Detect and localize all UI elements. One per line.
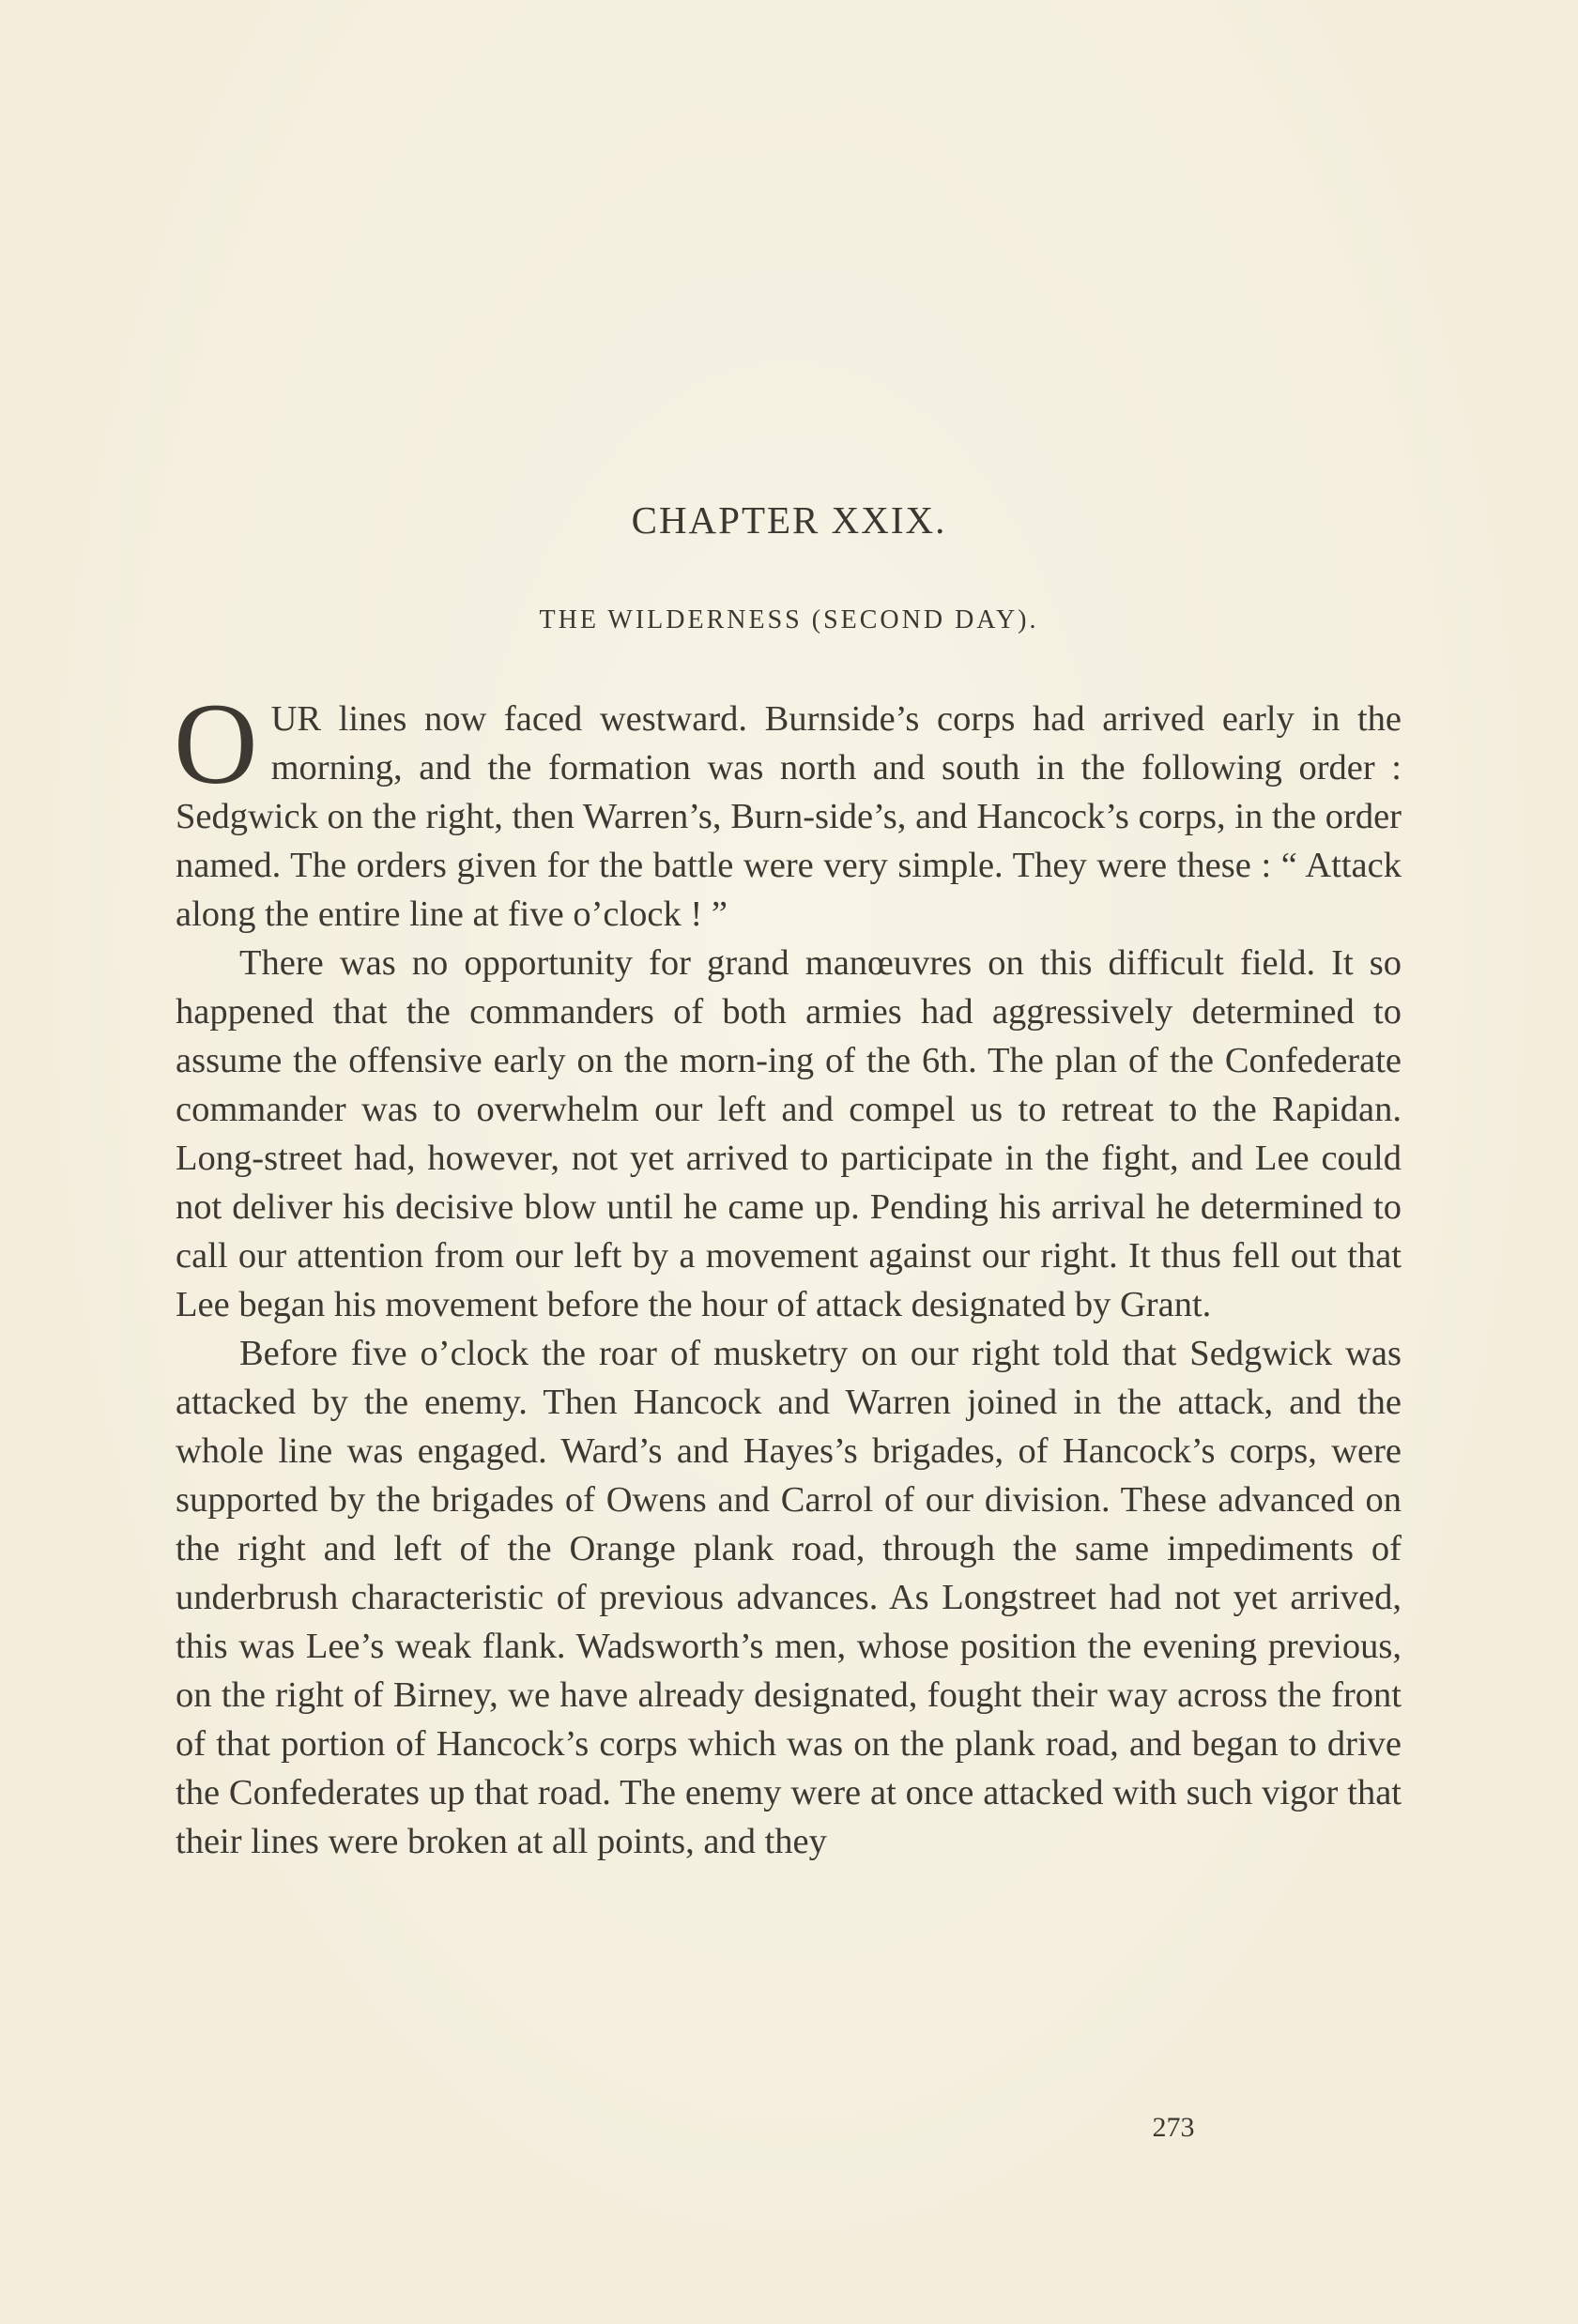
chapter-subtitle: THE WILDERNESS (SECOND DAY). xyxy=(539,605,1039,635)
body-text xyxy=(174,680,1402,1866)
drop-cap: O xyxy=(174,680,258,808)
chapter-heading: CHAPTER XXIX. xyxy=(631,498,947,542)
paragraph-2: There was no opportunity for grand manœuvres on this difficult field. It so happened that the commanders of both armies had aggressively determined to assume the offensive early on the morn-ing of the 6th. The plan of the Confederate commander was to overwhelm our left and compel us to retreat to the Rapidan. Long-street had, however, not yet arrived to participate in the fight, and Lee could not deliver his decisive blow until he came up. Pending his arrival he determined to call our attention from our left by a movement against our right. It thus fell out that Lee began his movement before the hour of attack designated by Grant. xyxy=(176,943,1402,1324)
paragraph-3: Before five o’clock the roar of musketry on our right told that Sedgwick was attacked by the enemy. Then Hancock and Warren joined in the attack, and the whole line was engaged. Ward’s and Hayes’s brigades, of Hancock’s corps, were supported by the brigades of Owens and Carrol of our division. These advanced on the right and left of the Orange plank road, through the same impediments of underbrush characteristic of previous advances. As Longstreet had not yet arrived, this was Lee’s weak flank. Wadsworth’s men, whose position the evening previous, on the right of Birney, we have already designated, fought their way across the front of that portion of Hancock’s corps which was on the plank road, and began to drive the Confederates up that road. The enemy were at once attacked with such vigor that their lines were broken at all points, and they xyxy=(176,1334,1402,1861)
page-number: 273 xyxy=(1152,2112,1195,2143)
paragraph-1 xyxy=(174,680,1402,939)
paragraph-1-text: UR lines now faced westward. Burnside’s corps had arrived early in the morning, and the formation was north and south in the following order : Sedgwick on the right, then Warren’s, Burn-side’s, and Hancock’s corps, in the order named. The orders given for the battle were very simple. They were these : “ Attack along the entire line at five o’clock ! ” xyxy=(176,699,1402,934)
